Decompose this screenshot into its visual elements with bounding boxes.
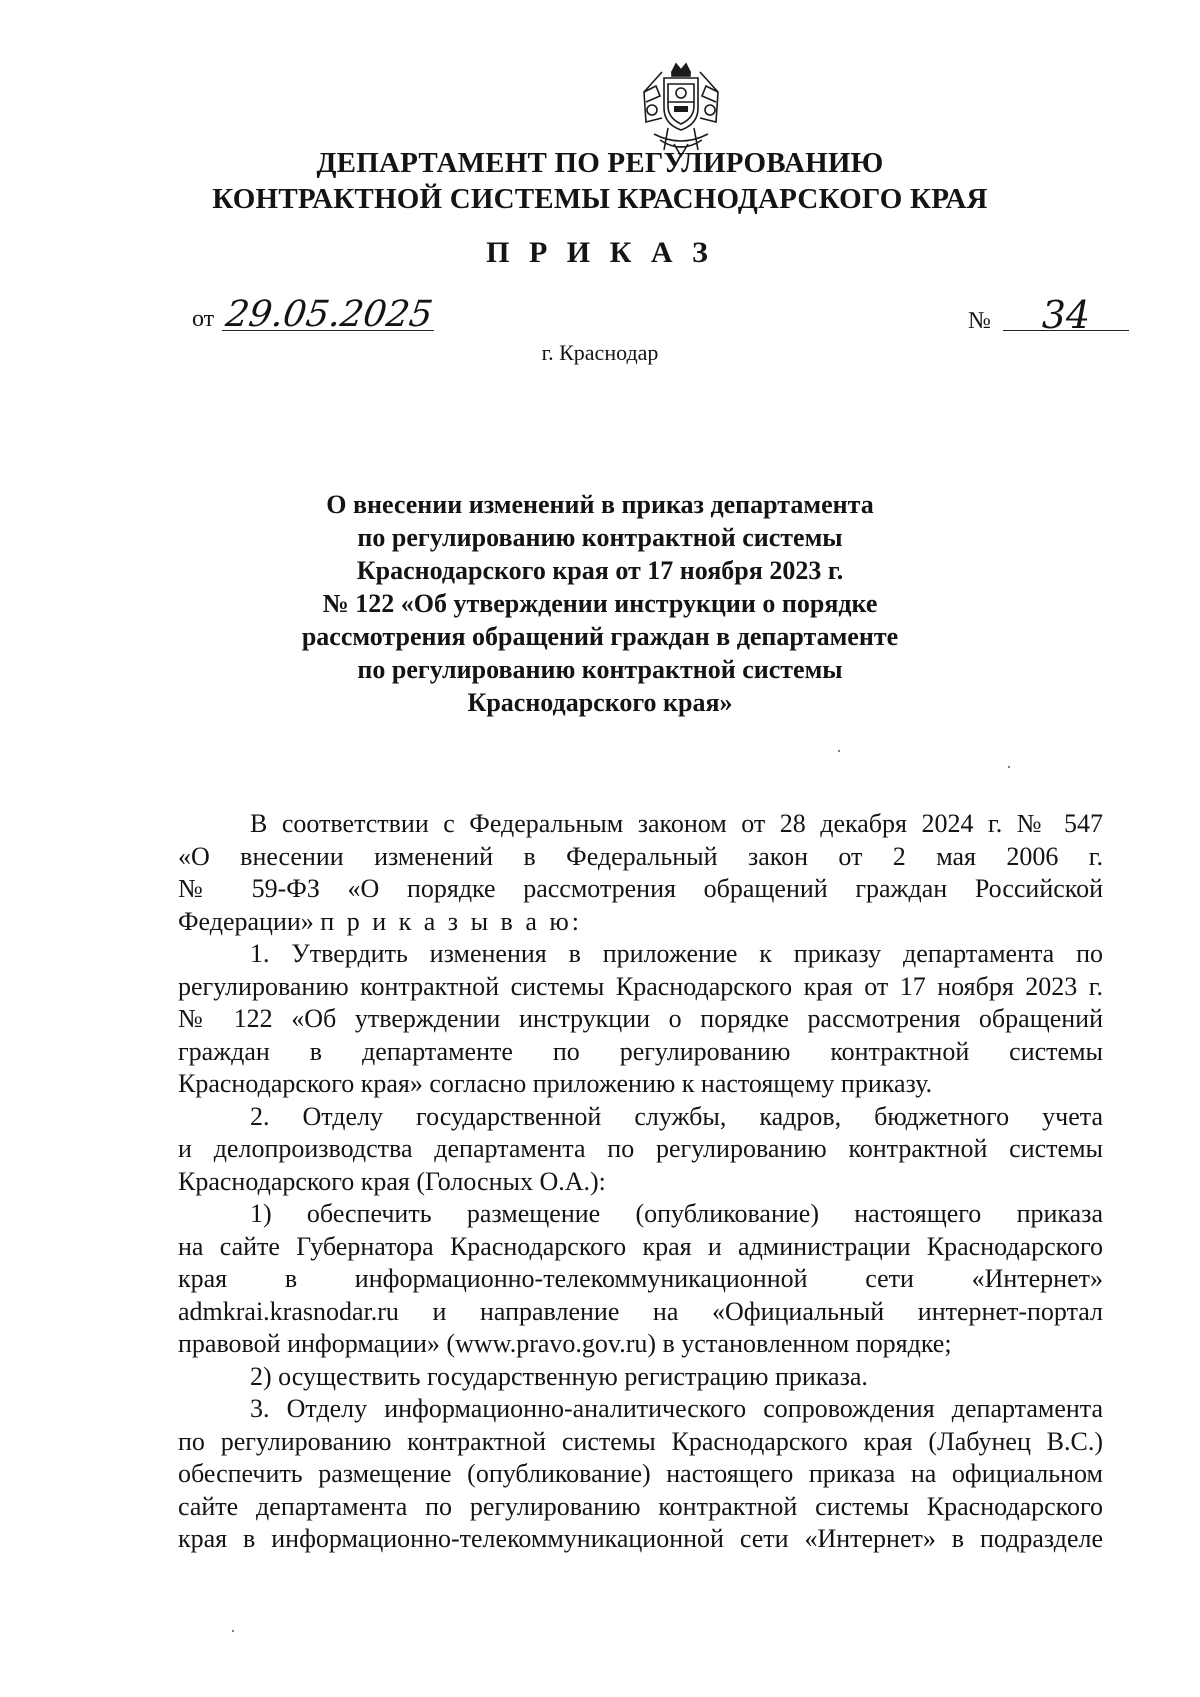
body-line-text: Федерации» — [178, 906, 314, 936]
subject-line: по регулированию контрактной системы — [357, 523, 843, 552]
order-date-handwritten: 29.05.2025 — [222, 300, 438, 331]
body-line: 3. Отделу информационно-аналитического сопровождения департамента — [250, 1394, 1103, 1423]
body-line: 1) обеспечить размещение (опубликование) настоящего приказа — [250, 1199, 1103, 1228]
scan-speck — [1008, 766, 1010, 768]
order-body — [178, 808, 1103, 1556]
body-line: Краснодарского края (Голосных О.А.): — [178, 1166, 606, 1196]
subject-line: № 122 «Об утверждении инструкции о порядке — [322, 589, 878, 618]
body-line: края в информационно-телекоммуникационной сети «Интернет» в подразделе — [178, 1524, 1103, 1553]
body-line: по регулированию контрактной системы Краснодарского края (Лабунец В.С.) — [178, 1426, 1103, 1456]
body-line-with-order-word — [178, 906, 1103, 939]
scan-speck — [838, 750, 840, 752]
body-line: Краснодарского края» согласно приложению к настоящему приказу. — [178, 1069, 933, 1098]
body-line: граждан в департаменте по регулированию контрактной системы — [178, 1036, 1103, 1066]
body-line: № 59-ФЗ «О порядке рассмотрения обращений граждан Российской — [178, 874, 1103, 903]
body-line: сайте департамента по регулированию контрактной системы Краснодарского — [178, 1491, 1103, 1521]
scan-speck — [232, 1630, 234, 1632]
department-name-line1: ДЕПАРТАМЕНТ ПО РЕГУЛИРОВАНИЮ — [316, 147, 884, 179]
body-line: правовой информации» (www.pravo.gov.ru) в установленном порядке; — [178, 1329, 952, 1358]
city-label: г. Краснодар — [541, 340, 659, 365]
body-line: В соответствии с Федеральным законом от 28 декабря 2024 г. № 547 — [250, 809, 1103, 838]
body-line: № 122 «Об утверждении инструкции о порядке рассмотрения обращений — [178, 1004, 1103, 1033]
document-type-title: П Р И К А З — [486, 236, 714, 269]
body-line: и делопроизводства департамента по регулированию контрактной системы — [178, 1134, 1103, 1163]
body-line: обеспечить размещение (опубликование) настоящего приказа на официальном — [178, 1459, 1103, 1488]
body-line: 1. Утвердить изменения в приложение к приказу департамента по — [250, 939, 1103, 968]
order-number-row — [968, 293, 1129, 337]
body-line: 2) осуществить государственную регистрацию приказа. — [250, 1361, 868, 1391]
order-word: п р и к а з ы в а ю: — [320, 906, 582, 936]
body-line: регулированию контрактной системы Краснодарского края от 17 ноября 2023 г. — [178, 971, 1103, 1001]
body-line: «О внесении изменений в Федеральный закон от 2 мая 2006 г. — [178, 841, 1103, 871]
order-number-handwritten: 34 — [1003, 300, 1129, 331]
body-line: края в информационно-телекоммуникационной сети «Интернет» — [178, 1264, 1103, 1293]
subject-line: Краснодарского края от 17 ноября 2023 г. — [356, 556, 844, 585]
subject-line: рассмотрения обращений граждан в департаменте — [301, 622, 899, 651]
order-date-row — [192, 294, 436, 335]
department-name-line2: КОНТРАКТНОЙ СИСТЕМЫ КРАСНОДАРСКОГО КРАЯ — [212, 183, 988, 215]
body-line: admkrai.krasnodar.ru и направление на «Официальный интернет-портал — [178, 1296, 1103, 1326]
subject-line: О внесении изменений в приказ департамента — [326, 490, 874, 519]
body-line: 2. Отделу государственной службы, кадров, бюджетного учета — [250, 1101, 1103, 1131]
subject-line: Краснодарского края» — [467, 688, 733, 717]
order-subject-heading — [0, 488, 1200, 719]
body-line: на сайте Губернатора Краснодарского края и администрации Краснодарского — [178, 1231, 1103, 1261]
number-prefix-label: № — [968, 308, 991, 334]
date-prefix-label: от — [192, 306, 215, 332]
subject-line: по регулированию контрактной системы — [357, 655, 843, 684]
